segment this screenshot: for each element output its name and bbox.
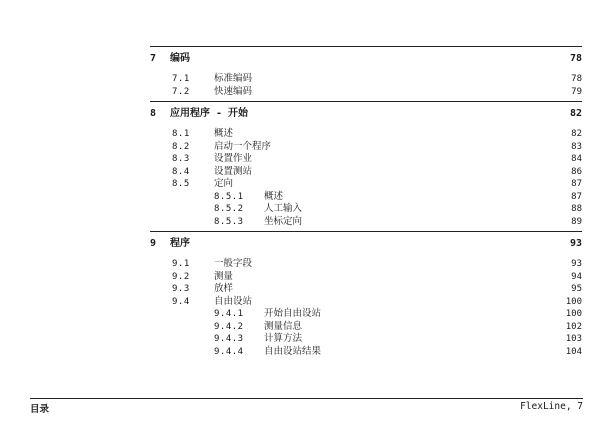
section-title: 定向	[214, 178, 234, 189]
section-number: 9.4.3	[214, 334, 244, 344]
section-number: 8.2	[172, 141, 190, 152]
subsection-entry[interactable]	[172, 318, 582, 331]
section-entry[interactable]	[172, 70, 582, 83]
section-entry[interactable]	[172, 150, 582, 163]
section-title: 概述	[214, 128, 234, 139]
section-entry[interactable]	[172, 255, 582, 268]
section-number: 8.3	[172, 154, 190, 164]
subsection-entry[interactable]	[172, 305, 582, 318]
chapter-page: 78	[569, 53, 582, 64]
chapter-number: 8	[150, 108, 157, 119]
chapter-title-group	[150, 234, 190, 249]
section-page: 83	[571, 141, 582, 152]
section-number: 9.4.2	[214, 321, 244, 332]
section-list	[172, 125, 582, 225]
section-title: 设置作业	[214, 153, 253, 164]
section-title: 设置测站	[214, 165, 253, 177]
section-page: 87	[571, 179, 582, 189]
section-title: 快速编码	[214, 85, 253, 97]
section-number: 9.4.4	[214, 346, 244, 357]
subsection-entry[interactable]	[172, 330, 582, 343]
section-number: 9.1	[172, 259, 190, 269]
section-list	[172, 70, 582, 95]
section-title: 开始自由设站	[264, 308, 322, 319]
section-title: 放样	[214, 283, 234, 294]
section-title: 人工输入	[264, 203, 303, 214]
section-title: 标准编码	[214, 73, 253, 84]
section-page: 79	[571, 86, 582, 97]
section-entry[interactable]	[172, 125, 582, 138]
section-number: 7.2	[172, 86, 190, 97]
section-page: 82	[571, 129, 582, 139]
section-number: 8.5.2	[214, 204, 244, 214]
section-title: 自由设站	[214, 295, 253, 307]
page-footer	[30, 398, 583, 415]
chapter-heading[interactable]	[150, 46, 582, 63]
table-of-contents	[150, 46, 582, 361]
chapter-number: 9	[150, 238, 157, 249]
chapter-title-group	[150, 104, 248, 119]
section-page: 104	[565, 346, 582, 357]
section-title: 概述	[264, 190, 284, 202]
footer-section-title: 目录	[30, 404, 50, 415]
section-page: 87	[571, 191, 582, 202]
section-entry[interactable]	[172, 280, 582, 293]
section-page: 100	[565, 309, 582, 319]
section-number: 9.4	[172, 296, 190, 307]
section-entry[interactable]	[172, 293, 582, 306]
section-number: 9.2	[172, 271, 190, 282]
section-entry[interactable]	[172, 175, 582, 188]
chapter-block	[150, 101, 582, 225]
subsection-entry[interactable]	[172, 213, 582, 226]
section-title: 一般字段	[214, 258, 253, 269]
section-page: 84	[571, 154, 582, 164]
section-page: 78	[571, 74, 582, 84]
section-page: 88	[571, 204, 582, 214]
section-entry[interactable]	[172, 138, 582, 151]
section-entry[interactable]	[172, 83, 582, 96]
chapter-heading[interactable]	[150, 231, 582, 248]
section-list	[172, 255, 582, 355]
section-number: 9.3	[172, 284, 190, 294]
subsection-entry[interactable]	[172, 200, 582, 213]
section-title: 坐标定向	[264, 215, 303, 227]
chapter-title: 编码	[170, 53, 190, 64]
section-page: 100	[565, 296, 582, 307]
chapter-title: 程序	[170, 238, 190, 249]
section-number: 8.5	[172, 179, 190, 189]
section-page: 89	[571, 216, 582, 227]
section-page: 103	[565, 334, 582, 344]
section-number: 7.1	[172, 74, 190, 84]
section-page: 94	[571, 271, 582, 282]
section-page: 95	[571, 284, 582, 294]
chapter-block	[150, 231, 582, 355]
chapter-page: 82	[569, 108, 582, 119]
section-number: 8.5.1	[214, 191, 244, 202]
chapter-page: 93	[569, 238, 582, 249]
chapter-title-group	[150, 49, 190, 64]
section-entry[interactable]	[172, 163, 582, 176]
chapter-heading[interactable]	[150, 101, 582, 118]
section-number: 8.4	[172, 166, 190, 177]
section-page: 86	[571, 166, 582, 177]
section-number: 9.4.1	[214, 309, 244, 319]
section-title: 测量信息	[264, 320, 303, 332]
section-number: 8.5.3	[214, 216, 244, 227]
chapter-block	[150, 46, 582, 95]
subsection-entry[interactable]	[172, 343, 582, 356]
section-title: 计算方法	[264, 333, 303, 344]
section-page: 93	[571, 259, 582, 269]
section-number: 8.1	[172, 129, 190, 139]
section-title: 启动一个程序	[214, 140, 272, 152]
section-title: 自由设站结果	[264, 345, 322, 357]
section-entry[interactable]	[172, 268, 582, 281]
chapter-number: 7	[150, 53, 157, 64]
footer-page-number: FlexLine, 7	[520, 401, 583, 412]
section-page: 102	[565, 321, 582, 332]
chapter-title: 应用程序 - 开始	[170, 108, 249, 119]
subsection-entry[interactable]	[172, 188, 582, 201]
section-title: 测量	[214, 270, 234, 282]
